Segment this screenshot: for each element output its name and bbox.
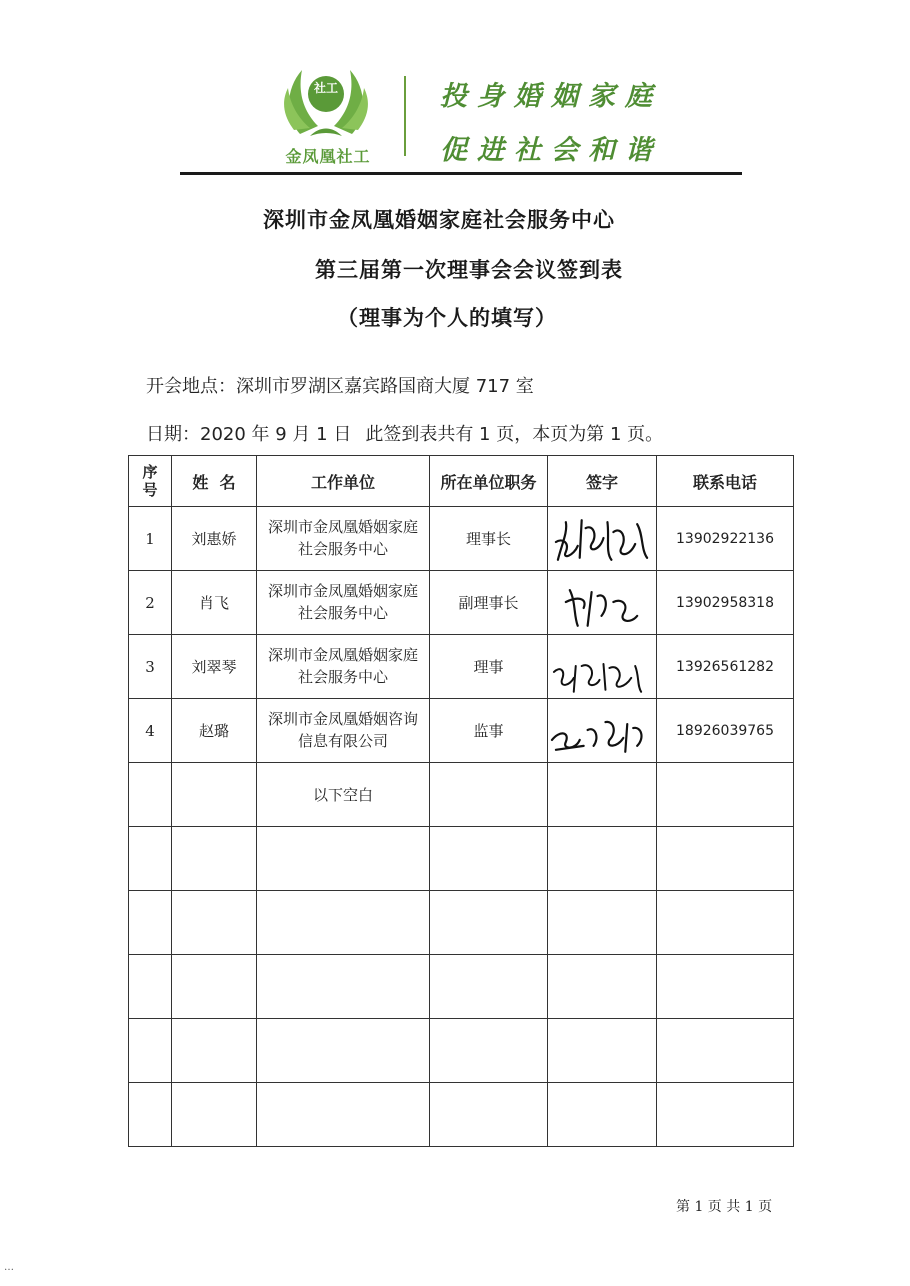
row-unit: 深圳市金凤凰婚姻家庭社会服务中心 xyxy=(257,635,430,699)
row-position: 副理事长 xyxy=(430,571,548,635)
blank-cell xyxy=(172,1083,257,1147)
row-signature xyxy=(548,571,657,635)
blank-cell xyxy=(129,1019,172,1083)
meeting-location: 开会地点：深圳市罗湖区嘉宾路国商大厦 717 室 xyxy=(146,376,534,397)
row-unit: 深圳市金凤凰婚姻咨询信息有限公司 xyxy=(257,699,430,763)
row-seq: 4 xyxy=(129,699,172,763)
table-row xyxy=(129,955,794,1019)
row-unit: 深圳市金凤凰婚姻家庭社会服务中心 xyxy=(257,507,430,571)
table-row xyxy=(129,1083,794,1147)
blank-cell xyxy=(257,1083,430,1147)
row-name: 刘惠娇 xyxy=(172,507,257,571)
row-position: 监事 xyxy=(430,699,548,763)
blank-cell xyxy=(129,1083,172,1147)
blank-cell xyxy=(657,891,794,955)
blank-cell xyxy=(548,955,657,1019)
blank-cell xyxy=(430,955,548,1019)
row-phone: 13926561282 xyxy=(657,635,794,699)
meeting-title: 第三届第一次理事会会议签到表 xyxy=(315,257,623,282)
blank-cell xyxy=(257,955,430,1019)
blank-cell xyxy=(430,891,548,955)
blank-note: 以下空白 xyxy=(257,763,430,827)
sign-in-table xyxy=(128,455,794,1147)
row-phone: 18926039765 xyxy=(657,699,794,763)
blank-cell xyxy=(430,827,548,891)
row-phone: 13902922136 xyxy=(657,507,794,571)
row-name: 赵璐 xyxy=(172,699,257,763)
blank-cell xyxy=(129,955,172,1019)
table-row xyxy=(129,507,794,571)
blank-cell xyxy=(657,955,794,1019)
blank-cell xyxy=(257,827,430,891)
header-phone: 联系电话 xyxy=(657,456,794,507)
title-note: （理事为个人的填写） xyxy=(337,305,557,330)
row-seq: 3 xyxy=(129,635,172,699)
header-position: 所在单位职务 xyxy=(430,456,548,507)
table-row xyxy=(129,891,794,955)
header-signature: 签字 xyxy=(548,456,657,507)
logo-badge-text: 社工 xyxy=(313,81,339,95)
table-header-row xyxy=(129,456,794,507)
slogan-line-1: 投身婚姻家庭 xyxy=(440,81,662,112)
header-rule xyxy=(180,172,742,175)
blank-cell xyxy=(548,763,657,827)
scan-mark: … xyxy=(4,1262,14,1273)
blank-cell xyxy=(172,827,257,891)
blank-cell xyxy=(548,827,657,891)
organization-logo xyxy=(262,62,662,172)
page-number: 第 1 页 共 1 页 xyxy=(676,1199,773,1215)
table-row xyxy=(129,763,794,827)
handwritten-signature-icon xyxy=(548,572,656,634)
logo-text: 金凤凰社工 xyxy=(285,147,371,166)
row-signature xyxy=(548,699,657,763)
blank-cell xyxy=(548,1083,657,1147)
blank-cell xyxy=(657,1083,794,1147)
meeting-date: 日期：2020 年 9 月 1 日 xyxy=(146,424,352,445)
header-unit: 工作单位 xyxy=(257,456,430,507)
row-name: 刘翠琴 xyxy=(172,635,257,699)
blank-cell xyxy=(548,891,657,955)
blank-cell xyxy=(430,1019,548,1083)
row-signature xyxy=(548,635,657,699)
blank-cell xyxy=(172,1019,257,1083)
blank-cell xyxy=(657,763,794,827)
table-row xyxy=(129,571,794,635)
page-count-note: 此签到表共有 1 页，本页为第 1 页。 xyxy=(365,424,664,445)
blank-cell xyxy=(430,763,548,827)
leaf-logo-icon xyxy=(280,64,372,142)
row-position: 理事长 xyxy=(430,507,548,571)
row-unit: 深圳市金凤凰婚姻家庭社会服务中心 xyxy=(257,571,430,635)
handwritten-signature-icon xyxy=(548,700,656,762)
row-signature xyxy=(548,507,657,571)
logo-divider xyxy=(404,76,406,156)
handwritten-signature-icon xyxy=(548,508,656,570)
table-row xyxy=(129,1019,794,1083)
header-seq-label: 序号 xyxy=(142,463,158,499)
blank-cell xyxy=(657,827,794,891)
header-seq xyxy=(129,456,172,507)
blank-cell xyxy=(129,891,172,955)
blank-cell xyxy=(430,1083,548,1147)
row-seq: 1 xyxy=(129,507,172,571)
row-phone: 13902958318 xyxy=(657,571,794,635)
row-name: 肖飞 xyxy=(172,571,257,635)
table-row xyxy=(129,699,794,763)
blank-cell xyxy=(129,763,172,827)
blank-cell xyxy=(657,1019,794,1083)
row-position: 理事 xyxy=(430,635,548,699)
slogan-line-2: 促进社会和谐 xyxy=(440,135,662,166)
handwritten-signature-icon xyxy=(548,636,656,698)
blank-cell xyxy=(548,1019,657,1083)
row-seq: 2 xyxy=(129,571,172,635)
blank-cell xyxy=(172,763,257,827)
blank-cell xyxy=(257,1019,430,1083)
meeting-date-line xyxy=(146,420,663,446)
blank-cell xyxy=(257,891,430,955)
blank-cell xyxy=(172,891,257,955)
blank-cell xyxy=(172,955,257,1019)
table-row xyxy=(129,827,794,891)
table-row xyxy=(129,635,794,699)
org-title: 深圳市金凤凰婚姻家庭社会服务中心 xyxy=(263,207,615,232)
header-name: 姓 名 xyxy=(172,456,257,507)
blank-cell xyxy=(129,827,172,891)
